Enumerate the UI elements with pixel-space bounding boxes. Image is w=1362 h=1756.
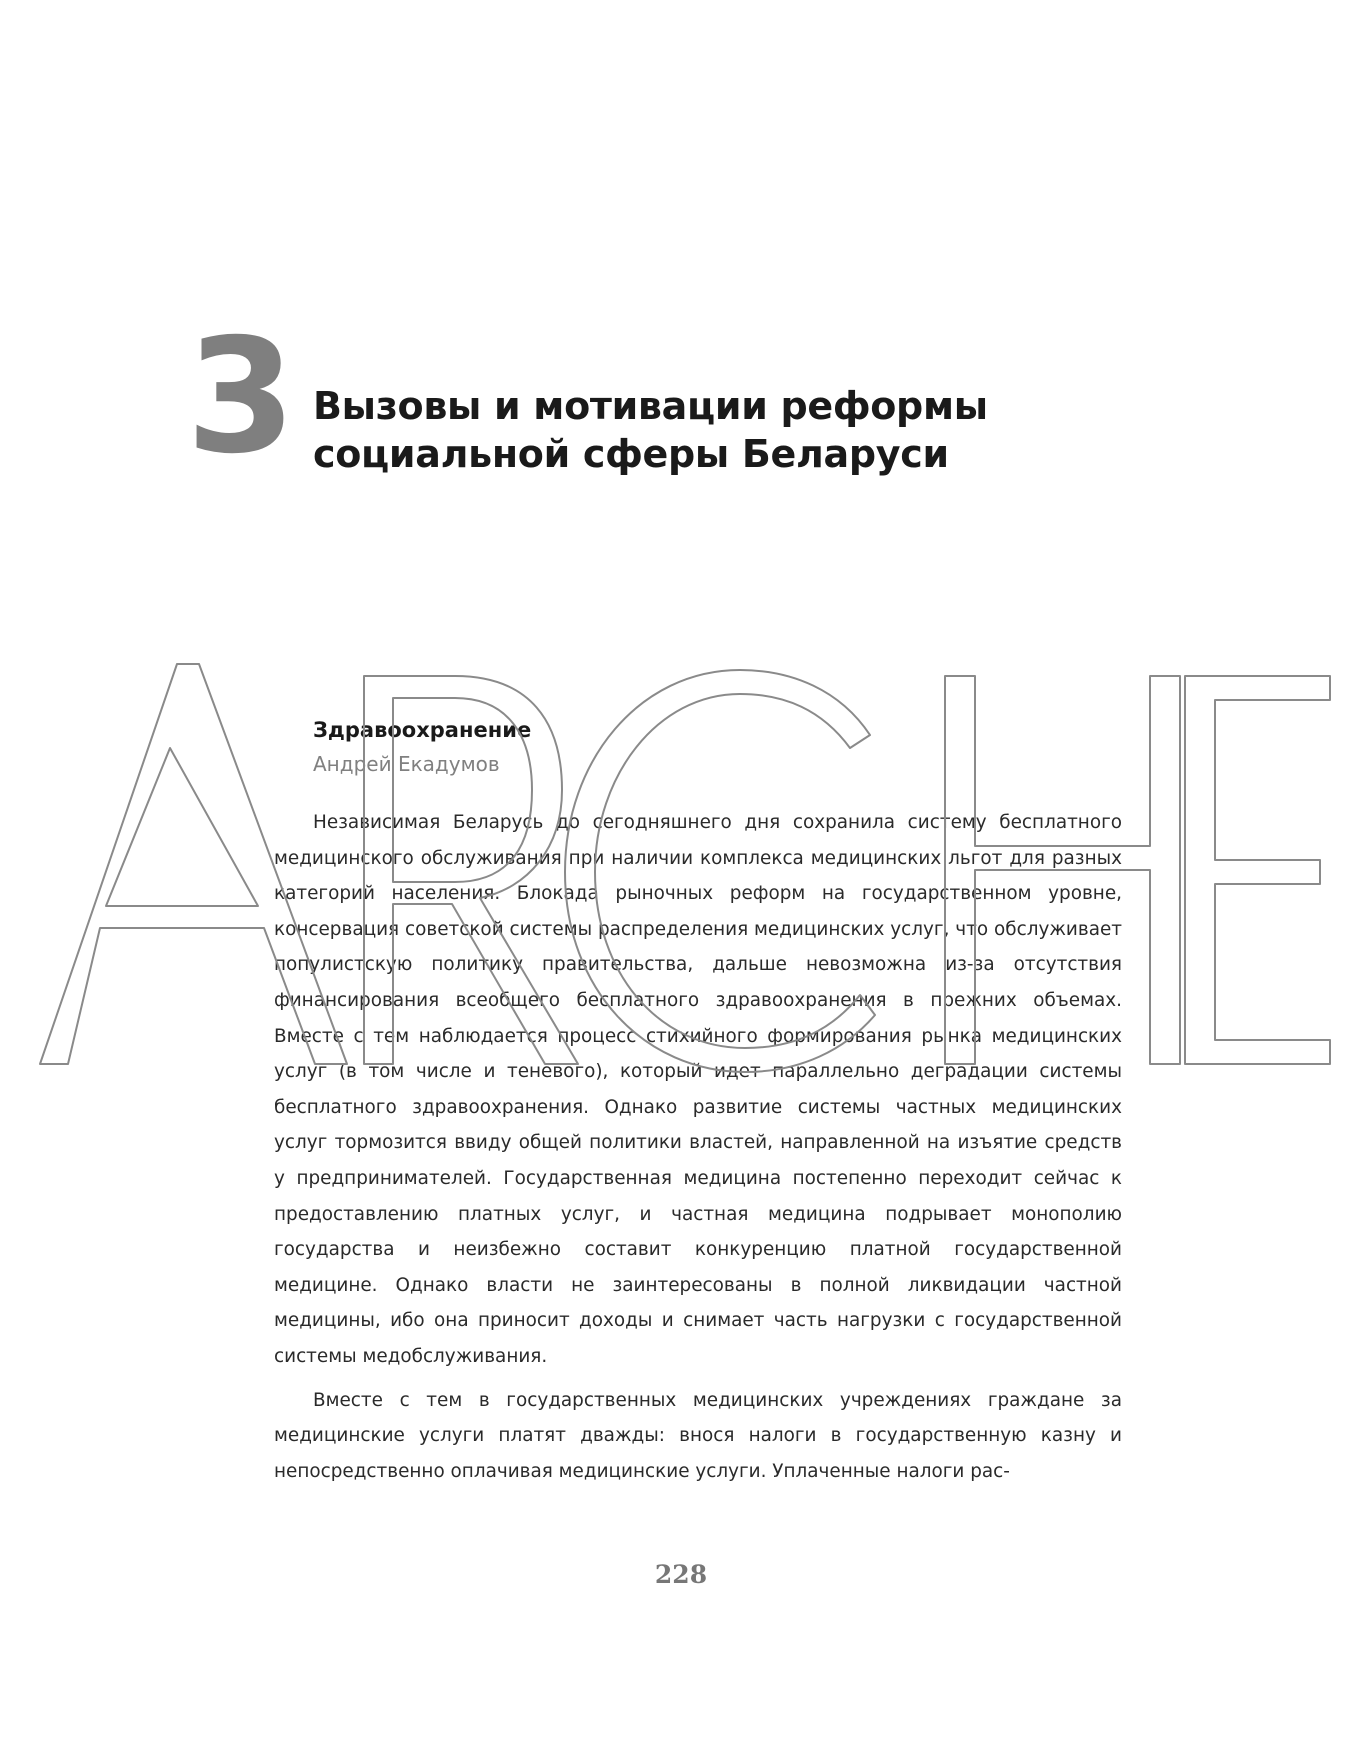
section-heading: Здравоохранение [313, 718, 532, 742]
page-number: 228 [654, 1560, 708, 1589]
watermark-letter-e [1185, 676, 1330, 1064]
chapter-number: 3 [186, 305, 292, 489]
body-text [274, 805, 1122, 1489]
chapter-title [313, 382, 988, 478]
section-author: Андрей Екадумов [313, 752, 500, 776]
paragraph-1: Независимая Беларусь до сегодняшнего дня сохранила систему бесплатного медицинского обслуживания при наличии комплекса медицинских льгот для разных категорий населения. Блокада рыночных реформ на государственном уровне, консервация советской системы распределения медицинских услуг, что обслуживает популистскую политику правительства, дальше невозможна из-за отсутствия финансирования всеобщего бесплатного здравоохранения в прежних объемах. Вместе с тем наблюдается процесс стихийного формирования рынка медицинских услуг (в том числе и теневого), который идет параллельно деградации системы бесплатного здравоохранения. Однако развитие системы частных медицинских услуг тормозится ввиду общей политики властей, направленной на изъятие средств у предпринимателей. Государственная медицина постепенно переходит сейчас к предоставлению платных услуг, и частная медицина подрывает монополию государства и неизбежно составит конкуренцию платной государственной медицине. Однако власти не заинтересованы в полной ликвидации частной медицины, ибо она приносит доходы и снимает часть нагрузки с государственной системы медобслуживания. [274, 812, 1122, 1367]
paragraph-2: Вместе с тем в государственных медицинских учреждениях граждане за медицинские услуги платят дважды: внося налоги в государственную казну и непосредственно оплачивая медицинские услуги. Уплаченные налоги рас- [274, 1389, 1122, 1482]
chapter-title-line-1: Вызовы и мотивации реформы [313, 384, 988, 428]
chapter-title-line-2: социальной сферы Беларуси [313, 432, 949, 476]
